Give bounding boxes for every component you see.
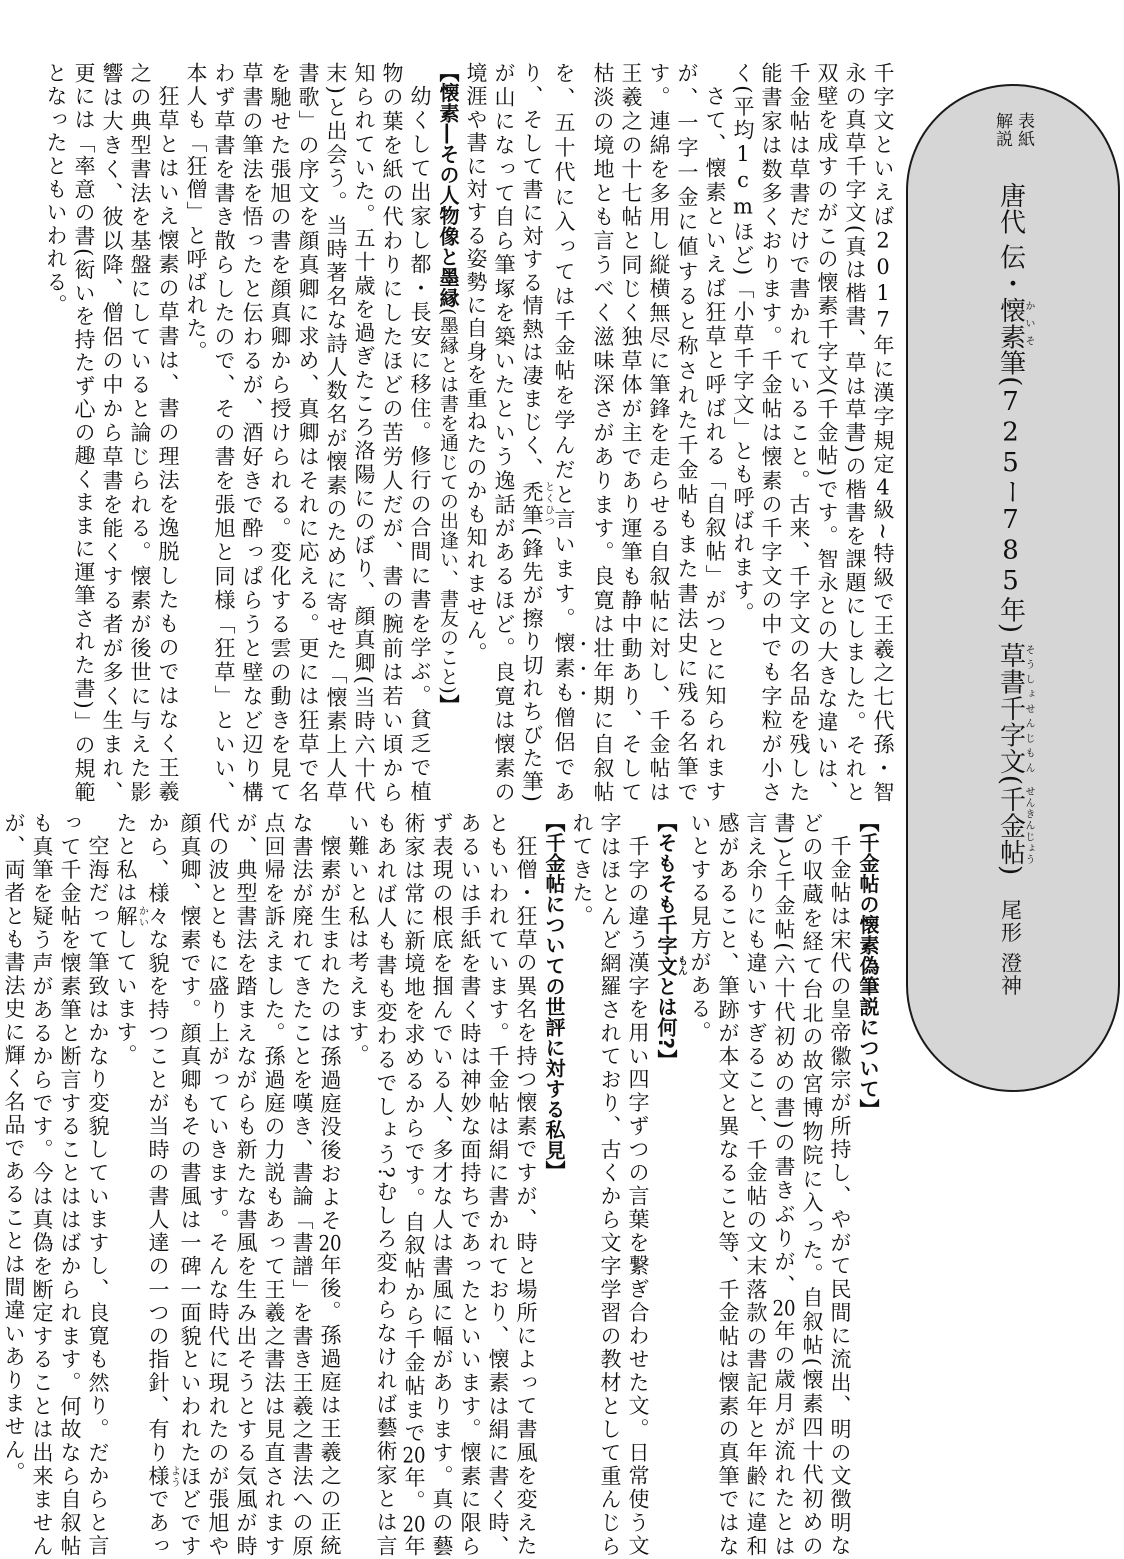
paragraph: 狂僧・狂草の異名を持つ懐素ですが、時と場所によって書風を変えたともいわれています。千金帖は絹に書かれており、懐素は絹に書く時、あるいは手紙を書く時は神妙な面持ちであったといいます。懐素に限らず表現の根底を掴んでいる人、多才な人は書風に幅があります。真の藝術家は常に新境地を求めるからです。自叙帖から千金帖まで20年。20年もあれば人も書も変わるでしょう?むしろ変わらなければ藝術家とは言い難いと私は考えます。 (346, 812, 538, 1558)
section-heading: 【千金帖についての世評に対する私見】 (542, 812, 566, 1181)
top-text-block (41, 62, 897, 804)
corner-label-line: 表紙 (1014, 112, 1034, 148)
paragraph: 懐素が生まれたのは孫過庭没後およそ20年後。孫過庭は王羲之の正統な書法が廃れてきたことを嘆き、書論「書譜」を書き王羲之書法への原点回帰を訴えました。孫過庭の力説もあって王羲之書法は見直されますが、典型書法を踏まえながらも新たな書風を生み出そうとする気風が時代の波とともに盛り上がっていきます。そんな時代に現れたのが張旭や顔真卿、懐素です。顔真卿もその書風は一碑一面貌といわれたほどですから、様々な貌を持つことが当時の書人達の一つの指針、有り様ようであったと私は解かいしています。 (114, 812, 342, 1559)
paragraph: 千字の違う漢字を用い四字ずつの言葉を繋ぎ合わせた文。日常使う文字はほとんど網羅されており、古くから文字学習の教材として重んじられてきた。 (570, 812, 650, 1558)
author-name: 尾形 澄神 (998, 898, 1023, 997)
paragraph: さて、懐素といえば狂草と呼ばれる「自叙帖」がつとに知られますが、一字一金に値すると称された千金帖もまた書法史に残る名筆です。連綿を多用し縦横無尽に筆鋒を走らせる自叙帖に対し、千金帖は王羲之の十七帖と同じく独草体が主であり運筆も静中動あり、そして枯淡の境地とも言うべく滋味深さがあります。良寛は壮年期に自叙帖を、五十代に入っては千金帖を学んだと言います。懐素も僧侶であり、そして書に対する情熱は凄まじく、禿筆とくひつ(鋒先が擦り切れちびた筆)が山になって自ら筆塚を築いたという逸話があるほど。良寛は懐素の境涯や書に対する姿勢に自身を重ねたのかも知れません。 (464, 62, 727, 804)
article-title: 唐代 伝・懐素かいそ筆(725ー785年) 草書千字文そうしょせんじもん(千金帖せんきんじょう) (995, 182, 1034, 876)
corner-label-line: 解説 (992, 112, 1012, 148)
paragraph: 千金帖は宋代の皇帝徽宗が所持し、やがて民間に流出、明の文徴明などの収蔵を経て台北の故宮博物院に入った。自叙帖(懐素四十代初めの書)と千金帖(六十代初めの書)の書きぶりが、20年の歳月が流れたとは言え余りにも違いすぎること、千金帖の文末落款の書記年と年齢に違和感があること、筆跡が本文と異なること等、千金帖は懐素の真筆ではないとする見方がある。 (688, 812, 852, 1559)
paragraph: 幼くして出家し都・長安に移住。修行の合間に書を学ぶ。貧乏で植物の葉を紙の代わりにしたほどの苦労人だが、書の腕前は若い頃から知られていた。五十歳を過ぎたころ洛陽にのぼり、顔真卿(当時六十代末)と出会う。当時著名な詩人数名が懐素のために寄せた「懐素上人草書歌」の序文を顔真卿に求め、真卿はそれに応える。更には狂草で名を馳せた張旭の書を顔真卿から授けられる。変化する雲の動きを見て草書の筆法を悟ったと伝わるが、酒好きで酔っぱらうと壁など辺り構わず草書を書き散らしたので、その書を張旭と同様「狂草」といい、本人も「狂僧」と呼ばれた。 (184, 62, 432, 804)
paragraph: 千字文といえば2017年に漢字規定4級~特級で王羲之七代孫・智永の真草千字文(真は楷書、草は草書)の楷書を課題にしました。それと双壁を成すのがこの懐素千字文(千金帖)です。智永との大きな違いは、千金帖は草書だけで書かれていること。古来、千字文の名品を残した能書家は数多くおります。千金帖は懐素の千字文の中でも字粒が小さく(平均1cmほど)「小草千字文」とも呼ばれます。 (731, 62, 895, 804)
paragraph: 空海だって筆致はかなり変貌していますし、良寛も然り。だからと言って千金帖を懐素筆と断言することははばかられます。何故なら自叙帖も真筆を疑う声があるからです。今は真偽を断定することは出来ませんが、両者とも書法史に輝く名品であることは間違いありません。 (2, 812, 110, 1558)
article-title-column (993, 182, 1034, 997)
paragraph: 狂草とはいえ懐素の草書は、書の理法を逸脱したものではなく王羲之の典型書法を基盤にしていると論じられる。懐素が後世に与えた影響は大きく、彼以降、僧侶の中から草書を能くする者が多く生まれ、更には「率意の書(衒いを持たず心の趣くままに運筆された書)」の規範となったともいわれる。 (44, 62, 180, 804)
corner-label (991, 112, 1035, 148)
section-heading: 【千金帖の懐素偽筆説について】 (856, 812, 880, 1120)
section-heading: 【懐素―その人物像と墨縁(墨縁とは書を通じての出逢い、書友のこと)】 (436, 62, 460, 715)
bottom-text-block (2, 812, 882, 1559)
title-capsule (906, 84, 1120, 1092)
section-heading: 【そもそも千字文もんとは何?】 (654, 812, 687, 1071)
